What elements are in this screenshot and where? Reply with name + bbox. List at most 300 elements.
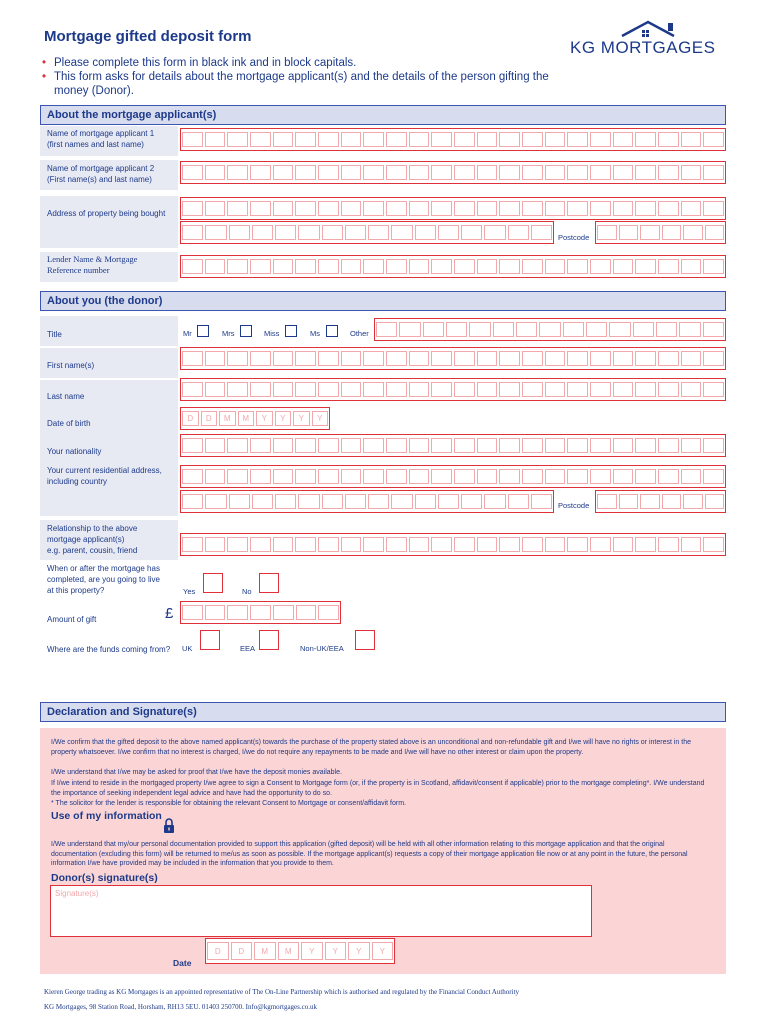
character-cell: [205, 537, 226, 552]
character-cell: [613, 165, 634, 180]
character-cell: [545, 165, 566, 180]
date-cell: M: [254, 942, 276, 960]
applicant2-name-field[interactable]: [180, 161, 726, 184]
property-postcode-field[interactable]: [595, 221, 726, 244]
title-mr-checkbox[interactable]: [197, 325, 209, 337]
character-cell: [205, 469, 226, 484]
character-cell: [522, 259, 543, 274]
character-cell: [613, 537, 634, 552]
postcode-label: Postcode: [558, 501, 590, 510]
character-cell: [273, 438, 294, 453]
character-cell: [635, 165, 656, 180]
currency-symbol: £: [165, 605, 174, 622]
character-cell: [341, 351, 362, 366]
character-cell: [545, 382, 566, 397]
character-cell: [205, 201, 226, 216]
character-cell: [318, 132, 339, 147]
character-cell: [386, 201, 407, 216]
character-cell: [363, 132, 384, 147]
character-cell: [182, 259, 203, 274]
funds-eea-checkbox[interactable]: [259, 630, 279, 650]
character-cell: [461, 494, 482, 509]
no-label: No: [242, 587, 252, 596]
character-cell: [423, 322, 444, 337]
character-cell: [567, 469, 588, 484]
declaration-paragraph: I/We confirm that the gifted deposit to the above named applicant(s) towards the purchase of the property stated above is an unconditional and non-refundable gift and I/we will have no rights or interest in the property whatsoever. I/we confirm that no interest is charged, I/we do not require any repayments to be made and I/we will have no other interest or claim upon the property.: [51, 739, 691, 756]
information-paragraph: I/We understand that my/our personal documentation provided to support this application (gifted deposit) will be held with all other information relating to this mortgage application and that the original documentation (excluding this form) will be returned to me/us as soon as possible. If the mortgage applicant(s) requests a copy of their mortgage application file now or at any point in the future, the personal information I/we have provided may be included in the information that you provide to them.: [51, 841, 688, 867]
character-cell: [635, 382, 656, 397]
character-cell: [227, 605, 248, 620]
character-cell: [182, 537, 203, 552]
declaration-panel: [40, 728, 726, 974]
character-cell: [227, 132, 248, 147]
signature-date-field[interactable]: [205, 938, 395, 964]
section-header-applicants: About the mortgage applicant(s): [40, 105, 726, 125]
title-ms-checkbox[interactable]: [326, 325, 338, 337]
character-cell: [522, 382, 543, 397]
character-cell: [658, 537, 679, 552]
character-cell: [363, 351, 384, 366]
character-cell: [182, 438, 203, 453]
character-cell: [508, 225, 529, 240]
character-cell: [640, 225, 660, 240]
character-cell: [703, 259, 724, 274]
character-cell: [567, 537, 588, 552]
date-cell: D: [201, 411, 218, 426]
character-cell: [662, 494, 682, 509]
character-cell: [545, 259, 566, 274]
title-option-ms: Ms: [310, 329, 320, 338]
character-cell: [322, 225, 343, 240]
character-cell: [341, 382, 362, 397]
character-cell: [318, 382, 339, 397]
character-cell: [386, 132, 407, 147]
character-cell: [205, 165, 226, 180]
character-cell: [703, 382, 724, 397]
character-cell: [409, 259, 430, 274]
character-cell: [499, 132, 520, 147]
date-cell: Y: [293, 411, 310, 426]
character-cell: [477, 382, 498, 397]
character-cell: [635, 259, 656, 274]
character-cell: [484, 225, 505, 240]
character-cell: [679, 322, 700, 337]
character-cell: [250, 351, 271, 366]
character-cell: [567, 438, 588, 453]
character-cell: [545, 469, 566, 484]
character-cell: [205, 225, 226, 240]
character-cell: [363, 438, 384, 453]
first-name-field[interactable]: [180, 347, 726, 370]
character-cell: [613, 259, 634, 274]
character-cell: [386, 351, 407, 366]
character-cell: [182, 165, 203, 180]
character-cell: [227, 201, 248, 216]
character-cell: [499, 165, 520, 180]
character-cell: [658, 132, 679, 147]
nationality-label: Your nationality: [47, 447, 102, 456]
lender-reference-field[interactable]: [180, 255, 726, 278]
character-cell: [658, 351, 679, 366]
date-cell: Y: [372, 942, 394, 960]
live-yes-checkbox[interactable]: [203, 573, 223, 593]
character-cell: [273, 165, 294, 180]
character-cell: [454, 132, 475, 147]
character-cell: [363, 382, 384, 397]
character-cell: [590, 165, 611, 180]
residential-address-line2[interactable]: [180, 490, 554, 513]
character-cell: [431, 438, 452, 453]
character-cell: [531, 225, 552, 240]
character-cell: [386, 469, 407, 484]
character-cell: [461, 225, 482, 240]
character-cell: [590, 351, 611, 366]
character-cell: [484, 494, 505, 509]
character-cell: [227, 382, 248, 397]
lender-label: Lender Name & Mortgage Reference number: [47, 254, 138, 275]
relationship-label: Relationship to the above mortgage applicant(s) e.g. parent, cousin, friend: [47, 524, 138, 555]
character-cell: [318, 165, 339, 180]
character-cell: [681, 351, 702, 366]
character-cell: [703, 537, 724, 552]
character-cell: [341, 469, 362, 484]
character-cell: [318, 351, 339, 366]
nationality-field[interactable]: [180, 434, 726, 457]
character-cell: [295, 259, 316, 274]
character-cell: [477, 165, 498, 180]
character-cell: [431, 132, 452, 147]
character-cell: [703, 438, 724, 453]
character-cell: [454, 438, 475, 453]
character-cell: [431, 537, 452, 552]
footer-disclaimer: Kieren George trading as KG Mortgages is an appointed representative of The On-Line Partnership which is authorised and regulated by the Financial Conduct Authority: [44, 988, 520, 996]
amount-of-gift-field[interactable]: [180, 601, 341, 624]
character-cell: [295, 201, 316, 216]
character-cell: [662, 225, 682, 240]
character-cell: [409, 201, 430, 216]
character-cell: [590, 382, 611, 397]
character-cell: [499, 537, 520, 552]
character-cell: [409, 469, 430, 484]
character-cell: [250, 469, 271, 484]
residential-postcode-field[interactable]: [595, 490, 726, 513]
character-cell: [205, 438, 226, 453]
character-cell: [703, 201, 724, 216]
character-cell: [469, 322, 490, 337]
date-cell: D: [207, 942, 229, 960]
character-cell: [703, 165, 724, 180]
character-cell: [386, 259, 407, 274]
character-cell: [499, 259, 520, 274]
title-other-field[interactable]: [374, 318, 726, 341]
character-cell: [531, 494, 552, 509]
dob-label: Date of birth: [47, 419, 91, 428]
character-cell: [182, 225, 203, 240]
character-cell: [477, 537, 498, 552]
donor-signature-heading: Donor(s) signature(s): [51, 872, 158, 884]
character-cell: [273, 132, 294, 147]
character-cell: [409, 165, 430, 180]
character-cell: [431, 351, 452, 366]
character-cell: [295, 351, 316, 366]
character-cell: [454, 382, 475, 397]
kg-mortgages-logo: [570, 20, 730, 62]
character-cell: [386, 382, 407, 397]
character-cell: [658, 438, 679, 453]
character-cell: [703, 351, 724, 366]
title-mrs-checkbox[interactable]: [240, 325, 252, 337]
character-cell: [681, 537, 702, 552]
date-cell: Y: [325, 942, 347, 960]
character-cell: [522, 132, 543, 147]
character-cell: [368, 494, 389, 509]
character-cell: [613, 351, 634, 366]
character-cell: [273, 605, 294, 620]
funds-option-uk: UK: [182, 644, 193, 653]
character-cell: [275, 494, 296, 509]
character-cell: [341, 438, 362, 453]
character-cell: [431, 259, 452, 274]
funds-non-uk-eea-checkbox[interactable]: [355, 630, 375, 650]
character-cell: [545, 438, 566, 453]
instruction-item: • This form asks for details about the mortgage applicant(s) and the details of the person gifting the money (Donor).: [40, 70, 560, 98]
character-cell: [545, 201, 566, 216]
character-cell: [250, 605, 271, 620]
character-cell: [683, 494, 703, 509]
character-cell: [205, 605, 226, 620]
character-cell: [681, 165, 702, 180]
character-cell: [273, 382, 294, 397]
character-cell: [273, 259, 294, 274]
logo-text: KG MORTGAGES: [570, 38, 716, 57]
character-cell: [227, 165, 248, 180]
character-cell: [318, 537, 339, 552]
footer-address: KG Mortgages, 98 Station Road, Horsham, RH13 5EU. 01403 250700. Info@kgmortgages.co.uk: [44, 1003, 317, 1011]
padlock-icon: [163, 818, 175, 833]
character-cell: [227, 469, 248, 484]
character-cell: [296, 605, 317, 620]
character-cell: [341, 201, 362, 216]
character-cell: [227, 438, 248, 453]
character-cell: [229, 494, 250, 509]
character-cell: [683, 225, 703, 240]
character-cell: [681, 382, 702, 397]
character-cell: [522, 351, 543, 366]
character-cell: [386, 438, 407, 453]
date-cell: Y: [348, 942, 370, 960]
title-option-mr: Mr: [183, 329, 192, 338]
character-cell: [567, 201, 588, 216]
character-cell: [658, 259, 679, 274]
character-cell: [633, 322, 654, 337]
character-cell: [205, 132, 226, 147]
character-cell: [567, 165, 588, 180]
character-cell: [454, 259, 475, 274]
funds-uk-checkbox[interactable]: [200, 630, 220, 650]
signature-box[interactable]: [50, 885, 592, 937]
relationship-field[interactable]: [180, 533, 726, 556]
character-cell: [539, 322, 560, 337]
character-cell: [250, 438, 271, 453]
character-cell: [318, 259, 339, 274]
character-cell: [619, 494, 639, 509]
character-cell: [545, 132, 566, 147]
date-cell: Y: [301, 942, 323, 960]
date-cell: Y: [275, 411, 292, 426]
character-cell: [399, 322, 420, 337]
character-cell: [635, 201, 656, 216]
character-cell: [477, 469, 498, 484]
character-cell: [522, 537, 543, 552]
character-cell: [341, 537, 362, 552]
character-cell: [493, 322, 514, 337]
character-cell: [182, 201, 203, 216]
title-miss-checkbox[interactable]: [285, 325, 297, 337]
character-cell: [229, 225, 250, 240]
character-cell: [409, 382, 430, 397]
character-cell: [499, 201, 520, 216]
character-cell: [477, 438, 498, 453]
character-cell: [613, 382, 634, 397]
residential-address-line1[interactable]: [180, 465, 726, 488]
character-cell: [590, 537, 611, 552]
applicant1-name-field[interactable]: [180, 128, 726, 151]
character-cell: [635, 438, 656, 453]
character-cell: [454, 469, 475, 484]
character-cell: [295, 438, 316, 453]
character-cell: [391, 225, 412, 240]
character-cell: [454, 537, 475, 552]
character-cell: [318, 605, 339, 620]
character-cell: [658, 382, 679, 397]
character-cell: [454, 165, 475, 180]
last-name-field[interactable]: [180, 378, 726, 401]
character-cell: [295, 469, 316, 484]
character-cell: [567, 351, 588, 366]
character-cell: [477, 132, 498, 147]
date-cell: D: [182, 411, 199, 426]
character-cell: [252, 494, 273, 509]
character-cell: [656, 322, 677, 337]
character-cell: [409, 537, 430, 552]
character-cell: [273, 469, 294, 484]
instructions-list: [40, 56, 560, 98]
section-header-declaration: Declaration and Signature(s): [40, 702, 726, 722]
character-cell: [345, 225, 366, 240]
character-cell: [368, 225, 389, 240]
date-cell: Y: [256, 411, 273, 426]
title-option-mrs: Mrs: [222, 329, 235, 338]
character-cell: [295, 382, 316, 397]
character-cell: [590, 438, 611, 453]
character-cell: [182, 382, 203, 397]
form-title: Mortgage gifted deposit form: [44, 28, 252, 45]
character-cell: [386, 537, 407, 552]
character-cell: [415, 225, 436, 240]
dob-field[interactable]: [180, 407, 330, 430]
property-address-line1[interactable]: [180, 197, 726, 220]
date-cell: M: [238, 411, 255, 426]
character-cell: [205, 382, 226, 397]
character-cell: [586, 322, 607, 337]
character-cell: [635, 132, 656, 147]
character-cell: [386, 165, 407, 180]
character-cell: [363, 537, 384, 552]
character-cell: [363, 201, 384, 216]
character-cell: [516, 322, 537, 337]
title-option-other: Other: [350, 329, 369, 338]
character-cell: [227, 351, 248, 366]
character-cell: [613, 438, 634, 453]
character-cell: [298, 225, 319, 240]
character-cell: [613, 132, 634, 147]
character-cell: [431, 469, 452, 484]
character-cell: [703, 469, 724, 484]
last-name-label: Last name: [47, 392, 85, 401]
applicant2-label: Name of mortgage applicant 2 (First name(s) and last name): [47, 164, 155, 184]
character-cell: [341, 132, 362, 147]
character-cell: [295, 537, 316, 552]
live-no-checkbox[interactable]: [259, 573, 279, 593]
declaration-paragraph: If I/we intend to reside in the mortgaged property I/we agree to sign a Consent to Mortgage form (or, if the property is in Scotland, affidavit/consent if applicable) prior to the mortgage completing*. I/We understand the importance of seeking independent legal advice and have had the opportunity to do so.: [51, 780, 705, 797]
character-cell: [363, 469, 384, 484]
character-cell: [590, 469, 611, 484]
character-cell: [499, 351, 520, 366]
date-cell: M: [278, 942, 300, 960]
character-cell: [567, 132, 588, 147]
character-cell: [567, 382, 588, 397]
character-cell: [363, 259, 384, 274]
label-band: [40, 196, 178, 248]
character-cell: [635, 469, 656, 484]
character-cell: [250, 259, 271, 274]
property-address-line2[interactable]: [180, 221, 554, 244]
character-cell: [205, 494, 226, 509]
character-cell: [545, 537, 566, 552]
instruction-item: • Please complete this form in black ink and in block capitals.: [40, 56, 560, 70]
character-cell: [522, 165, 543, 180]
character-cell: [322, 494, 343, 509]
character-cell: [567, 259, 588, 274]
character-cell: [318, 438, 339, 453]
live-at-property-label: When or after the mortgage has completed, are you going to live at this property?: [47, 564, 160, 595]
character-cell: [252, 225, 273, 240]
character-cell: [205, 351, 226, 366]
residential-address-label: Your current residential address, including country: [47, 466, 162, 486]
first-name-label: First name(s): [47, 361, 95, 370]
funds-source-label: Where are the funds coming from?: [47, 645, 171, 654]
character-cell: [227, 259, 248, 274]
character-cell: [609, 322, 630, 337]
funds-option-non-uk-eea: Non-UK/EEA: [300, 644, 344, 653]
character-cell: [545, 351, 566, 366]
character-cell: [508, 494, 529, 509]
character-cell: [499, 469, 520, 484]
signature-placeholder: Signature(s): [55, 889, 99, 898]
character-cell: [431, 382, 452, 397]
character-cell: [613, 201, 634, 216]
character-cell: [640, 494, 660, 509]
character-cell: [703, 322, 724, 337]
character-cell: [275, 225, 296, 240]
character-cell: [250, 165, 271, 180]
character-cell: [273, 351, 294, 366]
date-label: Date: [173, 958, 192, 968]
character-cell: [250, 201, 271, 216]
character-cell: [499, 382, 520, 397]
property-address-label: Address of property being bought: [47, 209, 166, 218]
character-cell: [658, 165, 679, 180]
